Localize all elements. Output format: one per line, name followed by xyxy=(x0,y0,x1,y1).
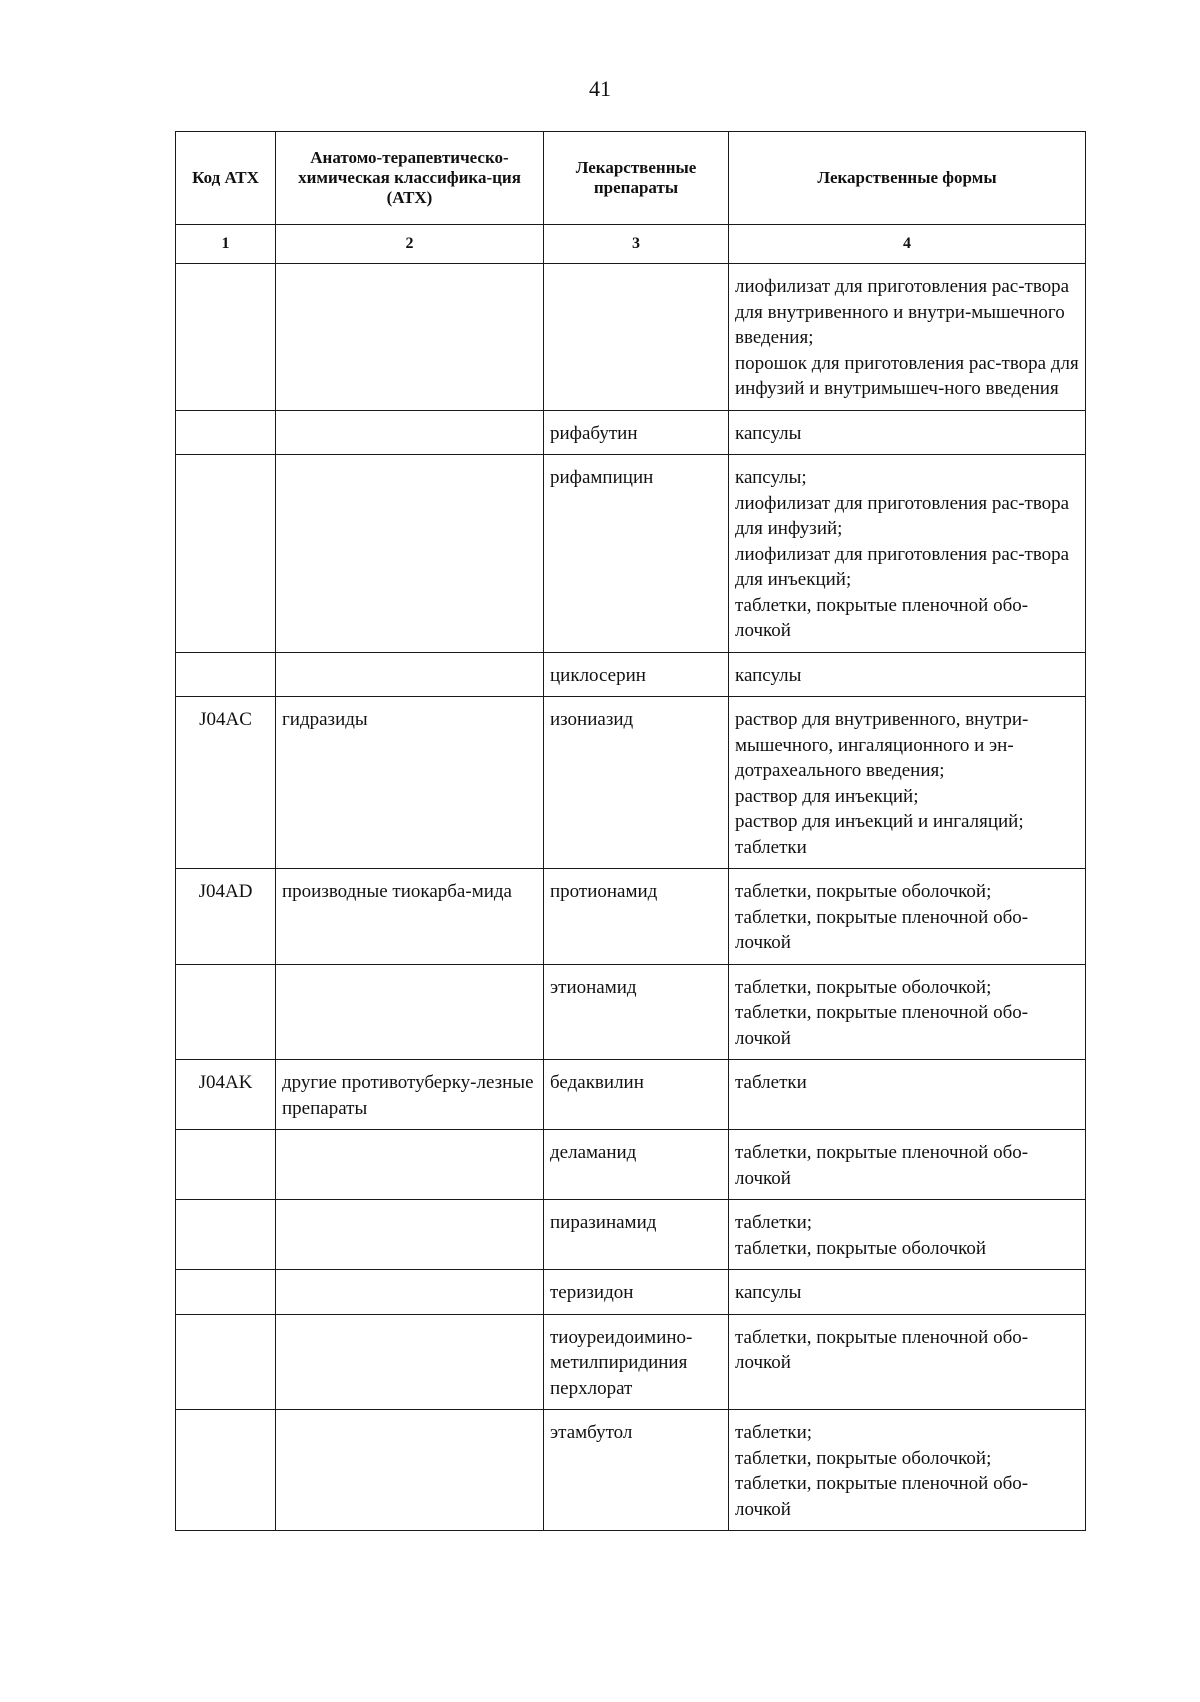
dosage-form: таблетки, покрытые пленочной обо-лочкой xyxy=(735,1473,1029,1520)
forms-cell xyxy=(729,869,1086,965)
drug-cell xyxy=(544,264,729,411)
code-cell xyxy=(176,410,276,455)
code-cell: J04AK xyxy=(176,1060,276,1130)
classification-cell xyxy=(276,652,544,697)
dosage-form: капсулы; xyxy=(735,467,807,488)
header-forms: Лекарственные формы xyxy=(729,132,1086,225)
table-row xyxy=(176,455,1086,653)
classification-cell: другие противотуберку-лезные препараты xyxy=(276,1060,544,1130)
forms-cell xyxy=(729,1314,1086,1410)
table-row xyxy=(176,1060,1086,1130)
forms-cell xyxy=(729,264,1086,411)
header-code: Код АТХ xyxy=(176,132,276,225)
code-cell xyxy=(176,1270,276,1315)
table-row xyxy=(176,410,1086,455)
drug-cell: этионамид xyxy=(544,964,729,1060)
drug-cell: этамбутол xyxy=(544,1410,729,1531)
drug-cell: тиоуреидоимино-метилпиридиния перхлорат xyxy=(544,1314,729,1410)
dosage-form: таблетки, покрытые пленочной обо-лочкой xyxy=(735,1326,1029,1373)
drug-cell: рифабутин xyxy=(544,410,729,455)
table-row xyxy=(176,1270,1086,1315)
dosage-form: раствор для внутривенного, внутри-мышечного, ингаляционного и эн-дотрахеального введения; xyxy=(735,709,1029,781)
dosage-form: порошок для приготовления рас-твора для инфузий и внутримышеч-ного введения xyxy=(735,352,1079,399)
dosage-form: капсулы xyxy=(735,664,802,686)
column-index: 1 xyxy=(176,225,276,264)
dosage-form: таблетки, покрытые пленочной обо-лочкой xyxy=(735,906,1029,953)
classification-cell xyxy=(276,1270,544,1315)
classification-cell xyxy=(276,1314,544,1410)
drug-cell: деламанид xyxy=(544,1130,729,1200)
forms-cell xyxy=(729,697,1086,869)
dosage-form: таблетки, покрытые оболочкой; xyxy=(735,976,992,998)
forms-cell xyxy=(729,964,1086,1060)
code-cell xyxy=(176,652,276,697)
code-cell xyxy=(176,1130,276,1200)
header-classification: Анатомо-терапевтическо-химическая классифика-ция (АТХ) xyxy=(276,132,544,225)
dosage-form: таблетки; xyxy=(735,1422,813,1443)
dosage-form: лиофилизат для приготовления рас-твора для инфузий; xyxy=(735,492,1070,539)
table-row xyxy=(176,264,1086,411)
drug-cell: пиразинамид xyxy=(544,1200,729,1270)
drug-cell: протионамид xyxy=(544,869,729,965)
classification-cell xyxy=(276,1200,544,1270)
classification-cell xyxy=(276,1130,544,1200)
drug-cell: теризидон xyxy=(544,1270,729,1315)
forms-cell xyxy=(729,1410,1086,1531)
forms-cell xyxy=(729,1130,1086,1200)
code-cell xyxy=(176,1200,276,1270)
dosage-form: таблетки, покрытые пленочной обо-лочкой xyxy=(735,1002,1029,1049)
dosage-form: раствор для инъекций и ингаляций; xyxy=(735,811,1024,832)
dosage-form: таблетки, покрытые пленочной обо-лочкой xyxy=(735,1142,1029,1189)
drug-cell: рифампицин xyxy=(544,455,729,653)
code-cell xyxy=(176,455,276,653)
atx-table xyxy=(175,131,1086,1531)
dosage-form: капсулы xyxy=(735,1282,802,1303)
table-row xyxy=(176,869,1086,965)
drug-cell: бедаквилин xyxy=(544,1060,729,1130)
dosage-form: таблетки, покрытые оболочкой; xyxy=(735,1447,992,1469)
forms-cell xyxy=(729,1270,1086,1315)
dosage-form: таблетки, покрытые оболочкой xyxy=(735,1237,987,1259)
drug-cell: циклосерин xyxy=(544,652,729,697)
forms-cell xyxy=(729,1200,1086,1270)
dosage-form: таблетки, покрытые оболочкой; xyxy=(735,881,992,902)
dosage-form: капсулы xyxy=(735,422,802,444)
code-cell: J04AD xyxy=(176,869,276,965)
drug-cell: изониазид xyxy=(544,697,729,869)
table-row xyxy=(176,697,1086,869)
forms-cell xyxy=(729,652,1086,697)
classification-cell: гидразиды xyxy=(276,697,544,869)
classification-cell xyxy=(276,964,544,1060)
code-cell: J04AC xyxy=(176,697,276,869)
forms-cell xyxy=(729,410,1086,455)
table-row xyxy=(176,1410,1086,1531)
classification-cell xyxy=(276,1410,544,1531)
forms-cell xyxy=(729,455,1086,653)
table-row xyxy=(176,964,1086,1060)
table-row xyxy=(176,1314,1086,1410)
dosage-form: лиофилизат для приготовления рас-твора для внутривенного и внутри-мышечного введения; xyxy=(735,276,1070,348)
column-index: 3 xyxy=(544,225,729,264)
code-cell xyxy=(176,1314,276,1410)
code-cell xyxy=(176,964,276,1060)
classification-cell xyxy=(276,264,544,411)
dosage-form: таблетки; xyxy=(735,1212,813,1233)
table-body xyxy=(176,264,1086,1531)
table-row xyxy=(176,1130,1086,1200)
header-drugs: Лекарственные препараты xyxy=(544,132,729,225)
code-cell xyxy=(176,264,276,411)
classification-cell xyxy=(276,455,544,653)
dosage-form: таблетки xyxy=(735,1072,807,1093)
dosage-form: таблетки, покрытые пленочной обо-лочкой xyxy=(735,594,1029,641)
dosage-form: лиофилизат для приготовления рас-твора для инъекций; xyxy=(735,543,1070,590)
table-row xyxy=(176,1200,1086,1270)
code-cell xyxy=(176,1410,276,1531)
forms-cell xyxy=(729,1060,1086,1130)
dosage-form: раствор для инъекций; xyxy=(735,785,919,807)
page-number: 41 xyxy=(589,76,611,101)
column-index: 2 xyxy=(276,225,544,264)
header-row xyxy=(176,132,1086,225)
classification-cell xyxy=(276,410,544,455)
table-row xyxy=(176,652,1086,697)
dosage-form: таблетки xyxy=(735,836,807,858)
column-index-row xyxy=(176,225,1086,264)
column-index: 4 xyxy=(729,225,1086,264)
classification-cell: производные тиокарба-мида xyxy=(276,869,544,965)
